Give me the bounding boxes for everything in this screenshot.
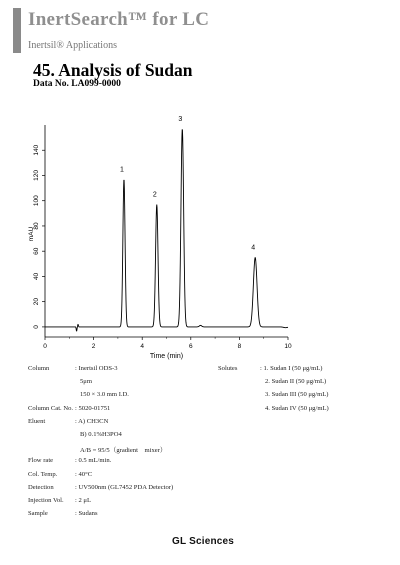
- y-axis-label: mAU: [28, 226, 35, 242]
- peak-label: 3: [178, 115, 183, 123]
- condition-label: Column Cat. No.: [28, 404, 74, 412]
- solutes-label: Solutes: [218, 365, 238, 372]
- peak-label: 4: [251, 244, 256, 252]
- page-title: 45. Analysis of Sudan: [33, 60, 193, 80]
- x-tick-label: 8: [237, 343, 242, 350]
- y-tick-label: 0: [33, 325, 40, 329]
- condition-label: Col. Temp.: [28, 470, 58, 478]
- condition-value: : 5020-01751: [75, 404, 111, 412]
- solute-item: 2. Sudan II (50 μg/mL): [265, 378, 327, 386]
- condition-label: Sample: [28, 510, 48, 518]
- y-tick-label: 60: [33, 247, 40, 255]
- condition-value: : 2 μL: [75, 497, 91, 504]
- gl-sciences-logo: GL Sciences: [172, 536, 235, 547]
- condition-value: : UV500nm (GL7452 PDA Detector): [75, 483, 174, 491]
- y-tick-label: 40: [33, 272, 40, 281]
- y-tick-label: 120: [33, 170, 40, 181]
- solute-item: : 1. Sudan I (50 μg/mL): [260, 365, 323, 372]
- condition-value: 150 × 3.0 mm I.D.: [80, 391, 129, 399]
- condition-value: : A) CH3CN: [75, 417, 109, 425]
- condition-value: A/B = 95/5（gradient mixer）: [80, 447, 167, 455]
- y-tick-label: 20: [33, 298, 40, 306]
- solute-item: 3. Sudan III (50 μg/mL): [265, 391, 329, 399]
- condition-value: : Inertsil ODS-3: [75, 365, 118, 372]
- chromatogram-trace: [45, 130, 288, 332]
- x-tick-label: 2: [91, 343, 96, 350]
- condition-label: Column: [28, 365, 50, 372]
- condition-label: Injection Vol.: [28, 497, 64, 504]
- y-tick-label: 100: [33, 195, 40, 207]
- x-axis-label: Time (min): [149, 353, 184, 360]
- condition-label: Eluent: [28, 417, 46, 425]
- x-tick-label: 4: [140, 343, 145, 350]
- data-number: Data No. LA099-0000: [33, 79, 121, 89]
- x-tick-label: 0: [43, 343, 47, 350]
- y-tick-label: 80: [33, 222, 40, 230]
- x-tick-label: 6: [188, 343, 193, 350]
- brand-subtitle: Inertsil® Applications: [28, 40, 117, 51]
- condition-value: 5μm: [80, 378, 92, 386]
- x-tick-label: 10: [284, 343, 292, 350]
- solute-item: 4. Sudan IV (50 μg/mL): [265, 404, 329, 412]
- condition-value: : 0.5 mL/min.: [75, 457, 112, 465]
- condition-value: : 40°C: [75, 470, 93, 478]
- peak-label: 1: [120, 166, 124, 174]
- condition-label: Detection: [28, 483, 54, 491]
- condition-label: Flow rate: [28, 457, 54, 465]
- peak-label: 2: [152, 191, 157, 199]
- y-tick-label: 140: [33, 144, 40, 156]
- condition-value: B) 0.1%H3PO4: [80, 431, 122, 438]
- condition-value: : Sudans: [75, 510, 98, 518]
- brand-title: InertSearch™ for LC: [28, 9, 210, 30]
